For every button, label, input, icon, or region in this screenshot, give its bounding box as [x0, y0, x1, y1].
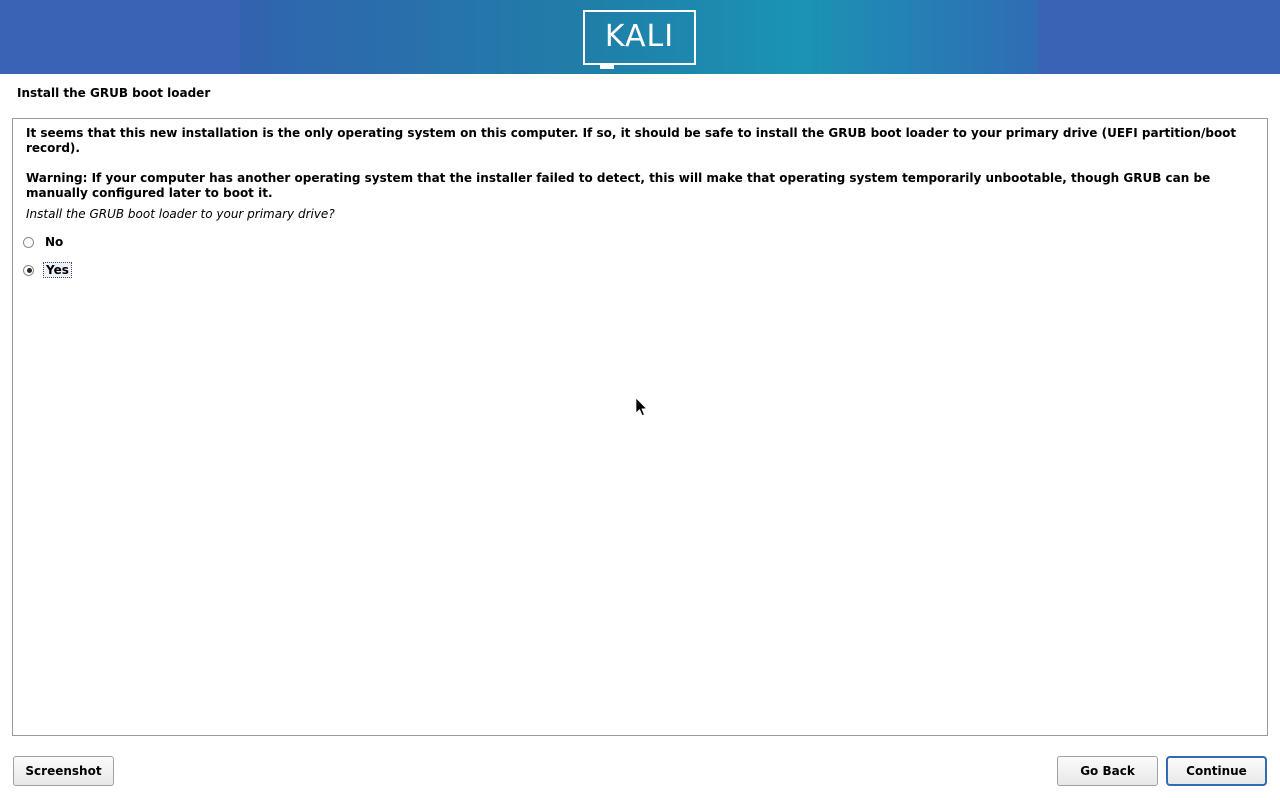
kali-logo-notch: [600, 63, 614, 69]
radio-yes-label[interactable]: Yes: [43, 262, 72, 278]
installer-content-panel: [12, 118, 1268, 736]
page-title: Install the GRUB boot loader: [17, 86, 211, 100]
radio-no-icon[interactable]: [23, 237, 34, 248]
question-label: Install the GRUB boot loader to your primary drive?: [26, 207, 335, 221]
kali-logo-icon: [583, 10, 696, 65]
radio-yes-icon[interactable]: [23, 265, 34, 276]
go-back-button[interactable]: Go Back: [1057, 756, 1158, 786]
radio-no-label[interactable]: No: [45, 235, 64, 249]
continue-button[interactable]: Continue: [1166, 756, 1267, 786]
kali-logo-text: KALI: [604, 18, 675, 54]
info-paragraph: It seems that this new installation is the only operating system on this computer. If so, it should be safe to install the GRUB boot loader to your primary drive (UEFI partition/boot record).: [26, 126, 1237, 155]
radio-option-yes[interactable]: [23, 261, 72, 279]
screenshot-button[interactable]: Screenshot: [13, 756, 114, 786]
radio-option-no[interactable]: [23, 233, 65, 251]
warning-paragraph: Warning: If your computer has another operating system that the installer failed to detect, this will make that operating system temporarily unbootable, though GRUB can be manually configured later to boot it.: [26, 171, 1211, 200]
kali-installer-banner: [0, 0, 1280, 74]
